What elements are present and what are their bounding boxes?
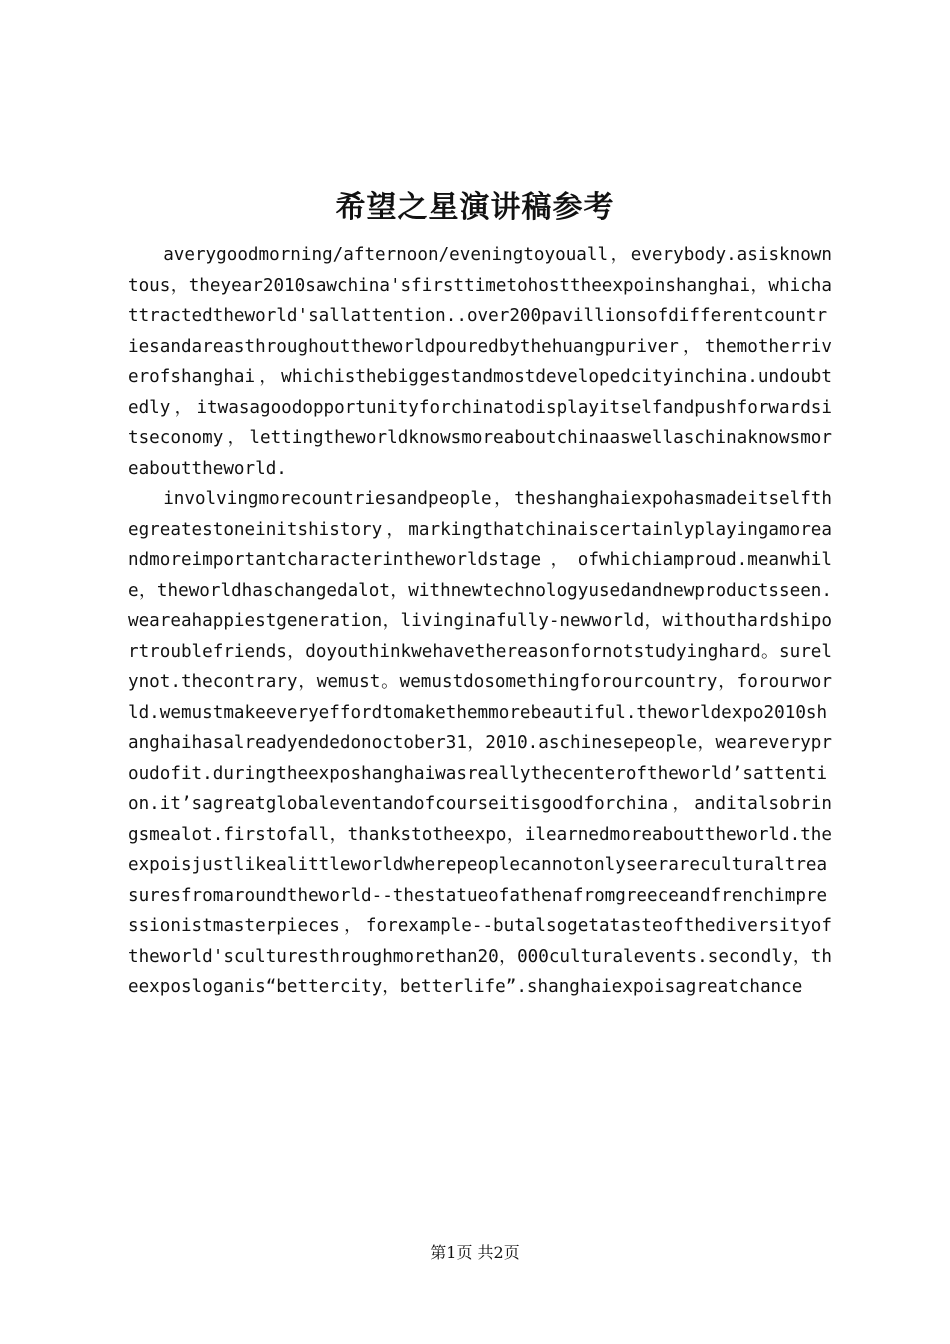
page-indicator: 第1页 共2页 bbox=[430, 1243, 520, 1262]
paragraph-1: averygoodmorning/afternoon/eveningtoyouall，everybody.asisknowntous，theyear2010sawchina'sfirsttimetohosttheexpoinshanghai，whichattractedtheworld'sallattention..over200pavillionsofdifferentcountriesandareasthroughouttheworldpouredbythehuangpuriver，themotherriverofshanghai，whichisthebiggestandmostdevelopedcityinchina.undoubtedly，itwasagoodopportunityforchinatodisplayitselfandpushforwardsitseconomy，lettingtheworldknowsmoreaboutchinaaswellaschinaknowsmoreabouttheworld. bbox=[128, 245, 832, 479]
document-title: 希望之星演讲稿参考 bbox=[335, 190, 615, 225]
paragraph-2: involvingmorecountriesandpeople，theshanghaiexpohasmadeitselfthegreatestoneinitshistory，markingthatchinaiscertainlyplayingamoreandmoreimportantcharacterintheworldstage，ofwhichiamproud.meanwhile，theworldhaschangedalot，withnewtechnologyusedandnewproductsseen.weareahappiestgeneration，livinginafully-newworld，withouthardshiportroublefriends，doyouthinkwehavethereasonfornotstudyinghard。surelynot.thecontrary，wemust。wemustdosomethingforourcountry，forourworld.wemustmakeeveryeffordtomakethemmorebeautiful.theworldexpo2010shanghaihasalreadyendedonoctober31，2010.aschinesepeople，weareveryproudofit.duringtheexposhanghaiwasreallythecenteroftheworld’sattention.it’sagreatglobaleventandofcourseitisgoodforchina，anditalsobringsmealot.firstofall，thankstotheexpo，ilearnedmoreabouttheworld.theexpoisjustlikealittleworldwherepeoplecannotonlyseerareculturaltreasuresfromaroundtheworld--thestatueofathenafromgreeceandfrenchimpressionistmasterpieces，forexample--butalsogetatasteofthediversityoftheworld'sculturesthroughmorethan20，000culturalevents.secondly，theexposloganis“bettercity，betterlife”.shanghaiexpoisagreatchance bbox=[128, 489, 832, 997]
document-body bbox=[128, 240, 832, 1003]
